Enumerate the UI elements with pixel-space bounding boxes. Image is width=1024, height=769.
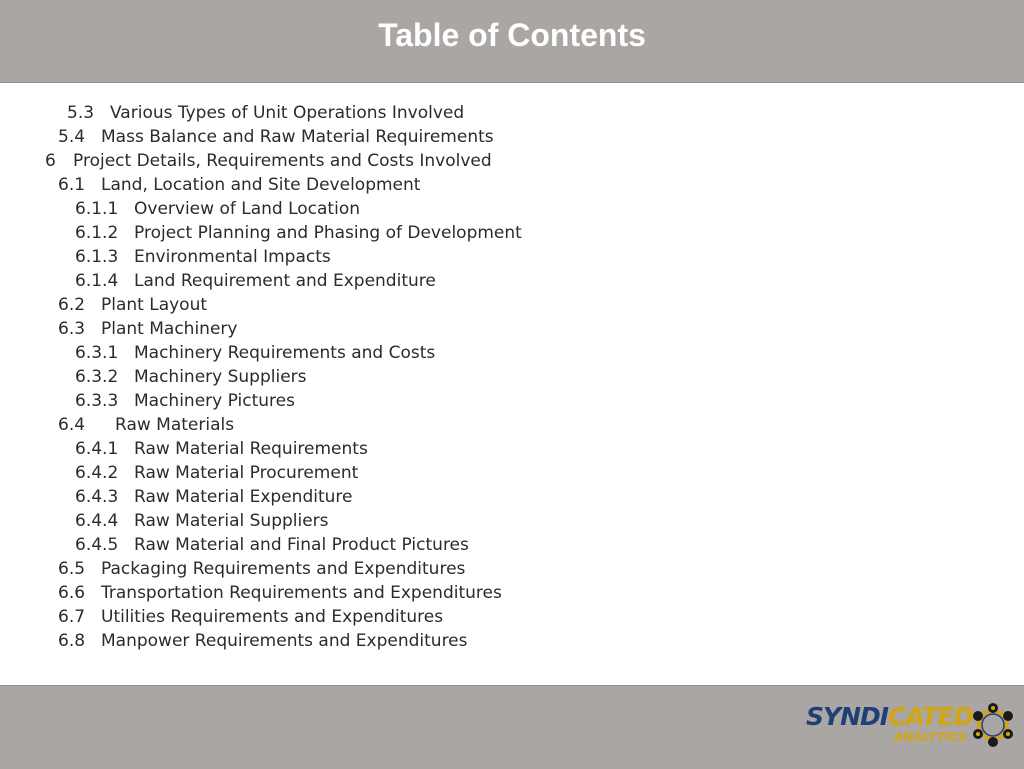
header-bar <box>0 0 1024 83</box>
toc-title: Plant Layout <box>101 295 208 315</box>
toc-number: 6.1.1 <box>75 199 119 219</box>
toc-number: 6.3.2 <box>75 367 119 387</box>
logo-network-icon <box>970 702 1016 748</box>
toc-number: 6.4 <box>58 415 86 435</box>
toc-title: Overview of Land Location <box>134 199 360 219</box>
toc-number: 6.1 <box>58 175 86 195</box>
toc-title: Raw Material and Final Product Pictures <box>134 535 469 555</box>
toc-number: 6.1.2 <box>75 223 119 243</box>
toc-number: 6.2 <box>58 295 86 315</box>
toc-title: Raw Materials <box>115 415 235 435</box>
toc-title: Land, Location and Site Development <box>101 175 421 195</box>
logo-wordmark <box>806 703 973 731</box>
toc-number: 6.3.3 <box>75 391 119 411</box>
toc-number: 6.4.1 <box>75 439 119 459</box>
toc-title: Raw Material Expenditure <box>134 487 353 507</box>
toc-number: 6.1.4 <box>75 271 119 291</box>
toc-number: 6 <box>45 151 56 171</box>
toc-title: Various Types of Unit Operations Involved <box>110 103 465 123</box>
toc-number: 6.4.3 <box>75 487 119 507</box>
toc-number: 6.1.3 <box>75 247 119 267</box>
toc-title: Machinery Suppliers <box>134 367 307 387</box>
toc-title: Manpower Requirements and Expenditures <box>101 631 468 651</box>
toc-number: 6.6 <box>58 583 86 603</box>
toc-title: Raw Material Suppliers <box>134 511 329 531</box>
toc-number: 5.3 <box>67 103 95 123</box>
logo-text-syndi: SYNDI <box>806 702 889 731</box>
toc-number: 6.3 <box>58 319 86 339</box>
toc-title: Project Details, Requirements and Costs Involved <box>73 151 492 171</box>
toc-title: Machinery Pictures <box>134 391 295 411</box>
toc-title: Raw Material Procurement <box>134 463 359 483</box>
toc-number: 6.8 <box>58 631 86 651</box>
toc-title: Packaging Requirements and Expenditures <box>101 559 466 579</box>
logo-text-analytics: ANALYTICS <box>894 730 967 744</box>
toc-number: 6.4.5 <box>75 535 119 555</box>
page-title: Table of Contents <box>378 17 646 53</box>
toc-number: 6.4.4 <box>75 511 119 531</box>
toc-title: Transportation Requirements and Expenditures <box>101 583 502 603</box>
toc-number: 6.4.2 <box>75 463 119 483</box>
syndicated-analytics-logo <box>806 702 1016 752</box>
toc-number: 5.4 <box>58 127 86 147</box>
toc-title: Land Requirement and Expenditure <box>134 271 436 291</box>
logo-text-cated: CATED <box>888 702 974 731</box>
toc-title: Project Planning and Phasing of Development <box>134 223 522 243</box>
toc-title: Plant Machinery <box>101 319 238 339</box>
toc-title: Environmental Impacts <box>134 247 331 267</box>
toc-number: 6.7 <box>58 607 86 627</box>
toc-number: 6.3.1 <box>75 343 119 363</box>
toc-title: Mass Balance and Raw Material Requirements <box>101 127 494 147</box>
toc-title: Machinery Requirements and Costs <box>134 343 436 363</box>
toc-title: Utilities Requirements and Expenditures <box>101 607 444 627</box>
toc-title: Raw Material Requirements <box>134 439 368 459</box>
toc-number: 6.5 <box>58 559 86 579</box>
